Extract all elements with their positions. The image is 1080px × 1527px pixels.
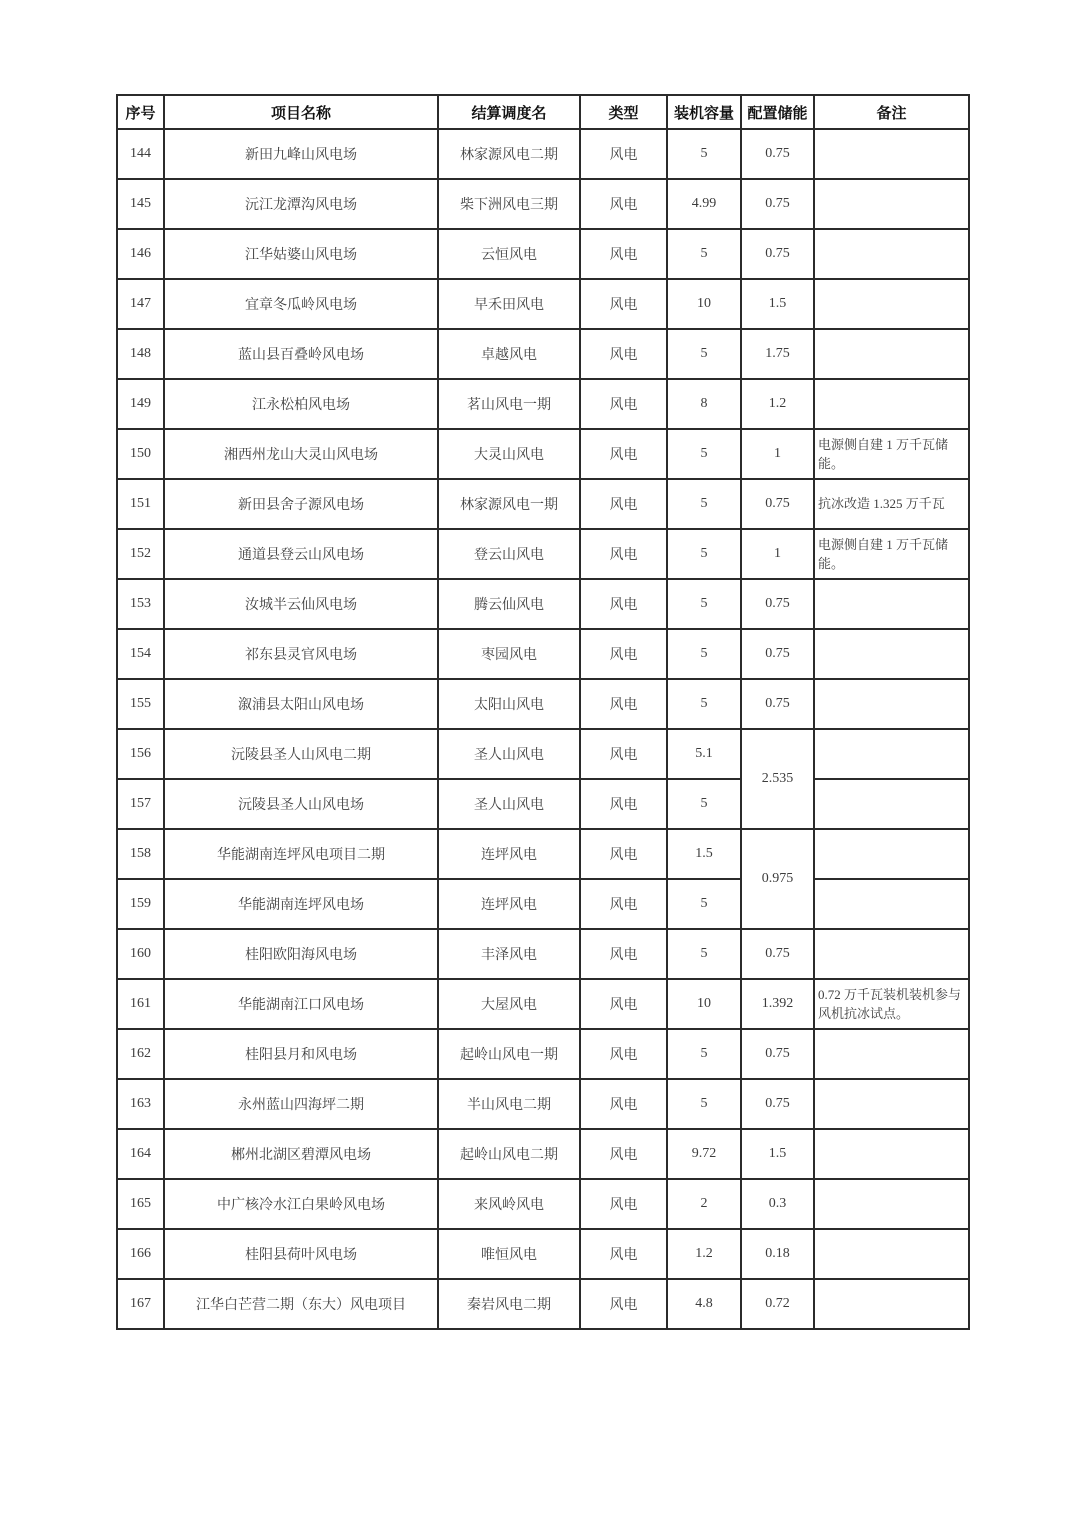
cell-project-name: 溆浦县太阳山风电场 — [164, 679, 438, 729]
cell-remark — [814, 129, 969, 179]
table-row — [117, 329, 969, 379]
cell-dispatch-name: 大屋风电 — [438, 979, 580, 1029]
cell-index: 156 — [117, 729, 164, 779]
cell-dispatch-name: 起岭山风电二期 — [438, 1129, 580, 1179]
cell-remark — [814, 729, 969, 779]
cell-project-name: 宜章冬瓜岭风电场 — [164, 279, 438, 329]
cell-index: 151 — [117, 479, 164, 529]
cell-remark — [814, 1079, 969, 1129]
cell-capacity: 1.5 — [667, 829, 741, 879]
cell-project-name: 桂阳县荷叶风电场 — [164, 1229, 438, 1279]
cell-dispatch-name: 圣人山风电 — [438, 779, 580, 829]
table-row — [117, 229, 969, 279]
table-body — [117, 129, 969, 1329]
cell-remark: 电源侧自建 1 万千瓦储能。 — [814, 429, 969, 479]
cell-index: 152 — [117, 529, 164, 579]
cell-storage: 2.535 — [741, 729, 814, 829]
cell-dispatch-name: 太阳山风电 — [438, 679, 580, 729]
table-row — [117, 629, 969, 679]
cell-capacity: 5 — [667, 879, 741, 929]
cell-storage: 0.75 — [741, 179, 814, 229]
cell-capacity: 2 — [667, 1179, 741, 1229]
cell-project-name: 华能湖南连坪风电场 — [164, 879, 438, 929]
cell-index: 155 — [117, 679, 164, 729]
cell-storage: 1 — [741, 429, 814, 479]
cell-type: 风电 — [580, 529, 667, 579]
cell-dispatch-name: 云恒风电 — [438, 229, 580, 279]
table-row — [117, 779, 969, 829]
cell-index: 145 — [117, 179, 164, 229]
cell-dispatch-name: 林家源风电一期 — [438, 479, 580, 529]
cell-remark — [814, 379, 969, 429]
cell-type: 风电 — [580, 129, 667, 179]
cell-storage: 1.2 — [741, 379, 814, 429]
cell-type: 风电 — [580, 779, 667, 829]
cell-storage: 0.75 — [741, 479, 814, 529]
table-row — [117, 1129, 969, 1179]
cell-type: 风电 — [580, 1079, 667, 1129]
column-header: 序号 — [117, 95, 164, 129]
table-row — [117, 429, 969, 479]
table-row — [117, 1079, 969, 1129]
table-row — [117, 579, 969, 629]
cell-index: 154 — [117, 629, 164, 679]
cell-remark — [814, 279, 969, 329]
cell-project-name: 桂阳县月和风电场 — [164, 1029, 438, 1079]
cell-storage: 1.75 — [741, 329, 814, 379]
cell-capacity: 5 — [667, 429, 741, 479]
table-row — [117, 129, 969, 179]
cell-index: 157 — [117, 779, 164, 829]
cell-storage: 0.75 — [741, 129, 814, 179]
cell-type: 风电 — [580, 1229, 667, 1279]
cell-index: 160 — [117, 929, 164, 979]
cell-dispatch-name: 唯恒风电 — [438, 1229, 580, 1279]
cell-project-name: 江华姑婆山风电场 — [164, 229, 438, 279]
table-row — [117, 1029, 969, 1079]
cell-dispatch-name: 大灵山风电 — [438, 429, 580, 479]
cell-capacity: 5 — [667, 529, 741, 579]
column-header: 结算调度名 — [438, 95, 580, 129]
cell-remark — [814, 1179, 969, 1229]
column-header: 配置储能 — [741, 95, 814, 129]
cell-dispatch-name: 卓越风电 — [438, 329, 580, 379]
cell-remark — [814, 1279, 969, 1329]
cell-dispatch-name: 秦岩风电二期 — [438, 1279, 580, 1329]
cell-index: 163 — [117, 1079, 164, 1129]
cell-storage: 0.75 — [741, 1079, 814, 1129]
column-header: 装机容量 — [667, 95, 741, 129]
cell-capacity: 4.99 — [667, 179, 741, 229]
cell-project-name: 江永松柏风电场 — [164, 379, 438, 429]
table-row — [117, 529, 969, 579]
cell-index: 158 — [117, 829, 164, 879]
cell-storage: 0.75 — [741, 1029, 814, 1079]
cell-type: 风电 — [580, 629, 667, 679]
cell-capacity: 5 — [667, 929, 741, 979]
cell-capacity: 5 — [667, 1029, 741, 1079]
cell-project-name: 华能湖南连坪风电项目二期 — [164, 829, 438, 879]
cell-remark — [814, 329, 969, 379]
table-row — [117, 729, 969, 779]
cell-type: 风电 — [580, 229, 667, 279]
cell-storage: 0.75 — [741, 579, 814, 629]
cell-dispatch-name: 腾云仙风电 — [438, 579, 580, 629]
cell-storage: 0.75 — [741, 929, 814, 979]
cell-dispatch-name: 来风岭风电 — [438, 1179, 580, 1229]
table-row — [117, 1179, 969, 1229]
cell-project-name: 桂阳欧阳海风电场 — [164, 929, 438, 979]
cell-project-name: 江华白芒营二期（东大）风电项目 — [164, 1279, 438, 1329]
cell-remark — [814, 179, 969, 229]
cell-project-name: 华能湖南江口风电场 — [164, 979, 438, 1029]
cell-project-name: 蓝山县百叠岭风电场 — [164, 329, 438, 379]
cell-type: 风电 — [580, 379, 667, 429]
column-header: 类型 — [580, 95, 667, 129]
cell-project-name: 郴州北湖区碧潭风电场 — [164, 1129, 438, 1179]
cell-dispatch-name: 连坪风电 — [438, 829, 580, 879]
cell-type: 风电 — [580, 979, 667, 1029]
table-row — [117, 929, 969, 979]
cell-capacity: 5 — [667, 579, 741, 629]
cell-remark — [814, 779, 969, 829]
cell-capacity: 1.2 — [667, 1229, 741, 1279]
cell-index: 146 — [117, 229, 164, 279]
cell-remark: 抗冰改造 1.325 万千瓦 — [814, 479, 969, 529]
cell-capacity: 5 — [667, 329, 741, 379]
cell-remark — [814, 679, 969, 729]
cell-index: 159 — [117, 879, 164, 929]
cell-dispatch-name: 林家源风电二期 — [438, 129, 580, 179]
cell-storage: 0.75 — [741, 229, 814, 279]
cell-index: 161 — [117, 979, 164, 1029]
cell-dispatch-name: 柴下洲风电三期 — [438, 179, 580, 229]
table-row — [117, 379, 969, 429]
table-row — [117, 679, 969, 729]
cell-index: 164 — [117, 1129, 164, 1179]
cell-remark: 电源侧自建 1 万千瓦储能。 — [814, 529, 969, 579]
table-row — [117, 479, 969, 529]
table-row — [117, 979, 969, 1029]
cell-type: 风电 — [580, 429, 667, 479]
cell-dispatch-name: 枣园风电 — [438, 629, 580, 679]
cell-type: 风电 — [580, 479, 667, 529]
cell-project-name: 新田县舍子源风电场 — [164, 479, 438, 529]
cell-capacity: 5 — [667, 229, 741, 279]
cell-storage: 1.5 — [741, 1129, 814, 1179]
cell-storage: 1.5 — [741, 279, 814, 329]
cell-dispatch-name: 连坪风电 — [438, 879, 580, 929]
cell-project-name: 新田九峰山风电场 — [164, 129, 438, 179]
cell-capacity: 5.1 — [667, 729, 741, 779]
cell-capacity: 8 — [667, 379, 741, 429]
cell-index: 144 — [117, 129, 164, 179]
cell-remark — [814, 929, 969, 979]
cell-dispatch-name: 登云山风电 — [438, 529, 580, 579]
cell-capacity: 9.72 — [667, 1129, 741, 1179]
cell-storage: 1.392 — [741, 979, 814, 1029]
wind-projects-table — [116, 94, 970, 1330]
cell-remark — [814, 879, 969, 929]
cell-capacity: 5 — [667, 1079, 741, 1129]
cell-dispatch-name: 半山风电二期 — [438, 1079, 580, 1129]
cell-dispatch-name: 茗山风电一期 — [438, 379, 580, 429]
cell-remark — [814, 829, 969, 879]
table-head — [117, 95, 969, 129]
cell-storage: 0.75 — [741, 629, 814, 679]
cell-remark — [814, 1029, 969, 1079]
cell-type: 风电 — [580, 1029, 667, 1079]
cell-index: 149 — [117, 379, 164, 429]
cell-dispatch-name: 丰泽风电 — [438, 929, 580, 979]
cell-type: 风电 — [580, 1179, 667, 1229]
cell-type: 风电 — [580, 179, 667, 229]
cell-project-name: 祁东县灵官风电场 — [164, 629, 438, 679]
cell-capacity: 5 — [667, 129, 741, 179]
column-header: 项目名称 — [164, 95, 438, 129]
cell-remark — [814, 629, 969, 679]
cell-index: 162 — [117, 1029, 164, 1079]
cell-project-name: 中广核冷水江白果岭风电场 — [164, 1179, 438, 1229]
cell-type: 风电 — [580, 679, 667, 729]
table-row — [117, 1229, 969, 1279]
table-row — [117, 279, 969, 329]
cell-capacity: 4.8 — [667, 1279, 741, 1329]
cell-index: 147 — [117, 279, 164, 329]
cell-dispatch-name: 圣人山风电 — [438, 729, 580, 779]
cell-remark — [814, 1129, 969, 1179]
cell-project-name: 汝城半云仙风电场 — [164, 579, 438, 629]
cell-storage: 0.75 — [741, 679, 814, 729]
table-row — [117, 1279, 969, 1329]
cell-type: 风电 — [580, 929, 667, 979]
column-header: 备注 — [814, 95, 969, 129]
cell-capacity: 5 — [667, 479, 741, 529]
cell-type: 风电 — [580, 1129, 667, 1179]
cell-index: 165 — [117, 1179, 164, 1229]
cell-project-name: 通道县登云山风电场 — [164, 529, 438, 579]
cell-remark: 0.72 万千瓦装机装机参与风机抗冰试点。 — [814, 979, 969, 1029]
cell-index: 150 — [117, 429, 164, 479]
cell-project-name: 永州蓝山四海坪二期 — [164, 1079, 438, 1129]
cell-index: 148 — [117, 329, 164, 379]
cell-capacity: 5 — [667, 629, 741, 679]
cell-project-name: 沅江龙潭沟风电场 — [164, 179, 438, 229]
cell-type: 风电 — [580, 829, 667, 879]
cell-remark — [814, 229, 969, 279]
cell-index: 167 — [117, 1279, 164, 1329]
cell-project-name: 沅陵县圣人山风电二期 — [164, 729, 438, 779]
cell-type: 风电 — [580, 1279, 667, 1329]
cell-storage: 0.18 — [741, 1229, 814, 1279]
cell-storage: 0.3 — [741, 1179, 814, 1229]
cell-storage: 1 — [741, 529, 814, 579]
cell-remark — [814, 1229, 969, 1279]
table-row — [117, 179, 969, 229]
cell-type: 风电 — [580, 729, 667, 779]
cell-dispatch-name: 起岭山风电一期 — [438, 1029, 580, 1079]
cell-dispatch-name: 早禾田风电 — [438, 279, 580, 329]
cell-remark — [814, 579, 969, 629]
cell-index: 153 — [117, 579, 164, 629]
cell-capacity: 10 — [667, 279, 741, 329]
cell-capacity: 5 — [667, 779, 741, 829]
cell-type: 风电 — [580, 279, 667, 329]
table-row — [117, 829, 969, 879]
cell-project-name: 湘西州龙山大灵山风电场 — [164, 429, 438, 479]
cell-capacity: 5 — [667, 679, 741, 729]
table-row — [117, 879, 969, 929]
cell-type: 风电 — [580, 879, 667, 929]
cell-type: 风电 — [580, 329, 667, 379]
header-row — [117, 95, 969, 129]
cell-project-name: 沅陵县圣人山风电场 — [164, 779, 438, 829]
cell-index: 166 — [117, 1229, 164, 1279]
cell-storage: 0.72 — [741, 1279, 814, 1329]
cell-storage: 0.975 — [741, 829, 814, 929]
cell-type: 风电 — [580, 579, 667, 629]
cell-capacity: 10 — [667, 979, 741, 1029]
